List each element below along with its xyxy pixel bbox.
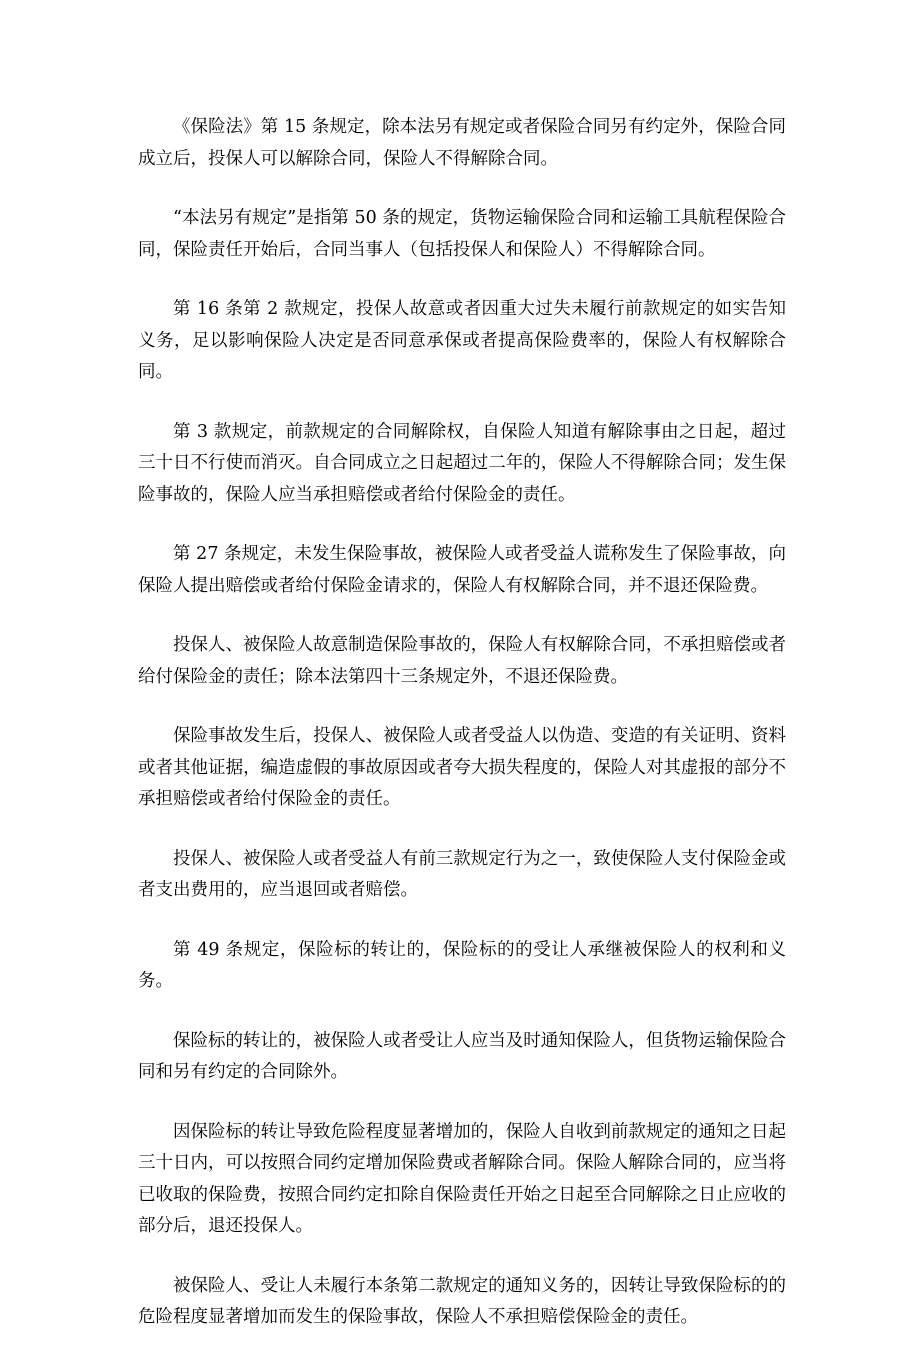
paragraph-1: 《保险法》第 15 条规定，除本法另有规定或者保险合同另有约定外，保险合同成立后，投保人可以解除合同，保险人不得解除合同。: [138, 117, 786, 169]
document-body: [138, 112, 786, 1362]
paragraph-10: 保险标的转让的，被保险人或者受让人应当及时通知保险人，但货物运输保险合同和另有约定的合同除外。: [138, 1030, 786, 1082]
paragraph-9: 第 49 条规定，保险标的转让的，保险标的的受让人承继被保险人的权利和义务。: [138, 939, 786, 991]
paragraph-5: 第 27 条规定，未发生保险事故，被保险人或者受益人谎称发生了保险事故，向保险人提出赔偿或者给付保险金请求的，保险人有权解除合同，并不退还保险费。: [138, 544, 786, 596]
paragraph-12: 被保险人、受让人未履行本条第二款规定的通知义务的，因转让导致保险标的的危险程度显著增加而发生的保险事故，保险人不承担赔偿保险金的责任。: [138, 1275, 786, 1327]
paragraph-11: 因保险标的转让导致危险程度显著增加的，保险人自收到前款规定的通知之日起三十日内，可以按照合同约定增加保险费或者解除合同。保险人解除合同的，应当将已收取的保险费，按照合同约定扣除自保险责任开始之日起至合同解除之日止应收的部分后，退还投保人。: [138, 1121, 786, 1236]
paragraph-7: 保险事故发生后，投保人、被保险人或者受益人以伪造、变造的有关证明、资料或者其他证据，编造虚假的事故原因或者夸大损失程度的，保险人对其虚报的部分不承担赔偿或者给付保险金的责任。: [138, 726, 786, 809]
paragraph-4: 第 3 款规定，前款规定的合同解除权，自保险人知道有解除事由之日起，超过三十日不行使而消灭。自合同成立之日起超过二年的，保险人不得解除合同；发生保险事故的，保险人应当承担赔偿或者给付保险金的责任。: [138, 421, 786, 505]
paragraph-6: 投保人、被保险人故意制造保险事故的，保险人有权解除合同，不承担赔偿或者给付保险金的责任；除本法第四十三条规定外，不退还保险费。: [138, 635, 786, 687]
paragraph-3: 第 16 条第 2 款规定，投保人故意或者因重大过失未履行前款规定的如实告知义务，足以影响保险人决定是否同意承保或者提高保险费率的，保险人有权解除合同。: [138, 299, 786, 382]
paragraph-8: 投保人、被保险人或者受益人有前三款规定行为之一，致使保险人支付保险金或者支出费用的，应当退回或者赔偿。: [138, 848, 786, 900]
paragraph-2: “本法另有规定”是指第 50 条的规定，货物运输保险合同和运输工具航程保险合同，保险责任开始后，合同当事人（包括投保人和保险人）不得解除合同。: [138, 208, 786, 260]
